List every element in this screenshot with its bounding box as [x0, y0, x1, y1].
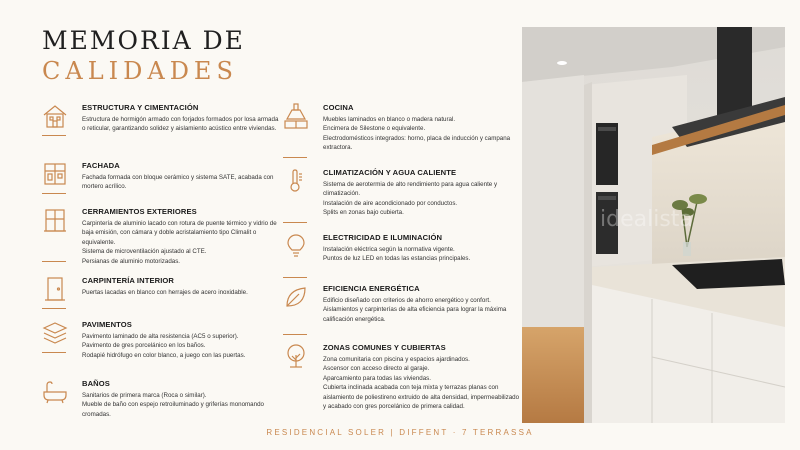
- footer-text: RESIDENCIAL SOLER | DIFFENT · 7 TERRASSA: [266, 428, 534, 437]
- section-text: Ascensor con acceso directo al garaje.: [323, 365, 430, 373]
- tree-icon: [283, 343, 309, 369]
- section-text: Pavimento de gres porcelánico en los baños.: [82, 342, 206, 350]
- section-text: Carpintería de aluminio lacado con rotura de puente térmico y vidrio de baja emisión, con cámara y doble acristalamiento tipo Climalit o equivalente.: [82, 220, 277, 246]
- section-heading: ELECTRICIDAD E ILUMINACIÓN: [323, 233, 443, 242]
- section-heading: ESTRUCTURA Y CIMENTACIÓN: [82, 103, 199, 112]
- floor-tiles-icon: [42, 320, 68, 346]
- section-text: Muebles laminados en blanco o madera natural.: [323, 116, 456, 123]
- house-icon: [42, 103, 68, 129]
- title-line-2: CALIDADES: [42, 57, 238, 85]
- section-text: Electrodomésticos integrados: horno, placa de inducción y campana extractora.: [323, 134, 511, 152]
- section-heading: EFICIENCIA ENERGÉTICA: [323, 284, 420, 293]
- section-text: Sanitarios de primera marca (Roca o similar).: [82, 392, 207, 399]
- section-text: Pavimento laminado de alta resistencia (AC5 o superior).: [82, 333, 239, 340]
- bathtub-icon: [42, 379, 68, 405]
- facade-icon: [42, 161, 68, 187]
- section-heading: CLIMATIZACIÓN Y AGUA CALIENTE: [323, 168, 457, 177]
- section-text: Aislamientos y carpinterías de alta eficiencia para lograr la máxima calificación energética.: [323, 306, 507, 323]
- section-heading: ZONAS COMUNES Y CUBIERTAS: [323, 343, 446, 352]
- section-heading: FACHADA: [82, 161, 120, 170]
- title-line-1: MEMORIA DE: [42, 26, 245, 55]
- kitchen-hood-icon: [283, 103, 309, 129]
- watermark-text: idealista: [600, 207, 693, 232]
- section-heading: CERRAMIENTOS EXTERIORES: [82, 207, 197, 216]
- section-heading: CARPINTERÍA INTERIOR: [82, 276, 175, 285]
- section-text: Persianas de aluminio motorizadas.: [82, 257, 181, 265]
- section-heading: BAÑOS: [82, 379, 110, 388]
- section-text: Sistema de aerotermia de alto rendimiento para agua caliente y climatización.: [323, 181, 498, 198]
- section-text: Instalación eléctrica según la normativa vigente.: [323, 246, 455, 253]
- thermometer-icon: [283, 168, 309, 194]
- section-text: Edificio diseñado con criterios de ahorro energético y confort.: [323, 297, 491, 304]
- section-text: Puertas lacadas en blanco con herrajes de acero inoxidable.: [82, 289, 248, 296]
- section-text: Encimera de Silestone o equivalente.: [323, 125, 426, 133]
- section-text: Rodapié hidrófugo en color blanco, a juego con las puertas.: [82, 351, 246, 359]
- window-icon: [42, 207, 68, 233]
- section-text: Zona comunitaria con piscina y espacios ajardinados.: [323, 356, 470, 363]
- section-text: Cubierta inclinada acabada con teja mixta y terrazas planas con aislamiento de poliestireno extruido de alta densidad, impermeabilizado y acabado con gres porcelánico de primera calidad.: [323, 384, 520, 411]
- section-text: Estructura de hormigón armado con forjados formados por losa armada o reticular, garantizando solidez y aislamiento acústico entre viviendas.: [82, 116, 279, 133]
- section-text: Puntos de luz LED en todas las estancias principales.: [323, 255, 471, 263]
- page-title: [42, 28, 245, 83]
- section-heading: COCINA: [323, 103, 354, 112]
- section-text: Splits en zonas bajo cubierta.: [323, 209, 404, 217]
- section-text: Instalación de aire acondicionado por conductos.: [323, 199, 458, 207]
- section-text: Aparcamiento para todas las viviendas.: [323, 374, 431, 382]
- door-icon: [42, 276, 68, 302]
- leaf-icon: [283, 284, 309, 310]
- lightbulb-icon: [283, 233, 309, 259]
- section-text: Fachada formada con bloque cerámico y sistema SATE, acabada con mortero acrílico.: [82, 174, 274, 191]
- section-text: Sistema de microventilación ajustado al CTE.: [82, 248, 207, 256]
- section-text: Mueble de baño con espejo retroiluminado y griferías monomando cromadas.: [82, 401, 264, 418]
- section-heading: PAVIMENTOS: [82, 320, 132, 329]
